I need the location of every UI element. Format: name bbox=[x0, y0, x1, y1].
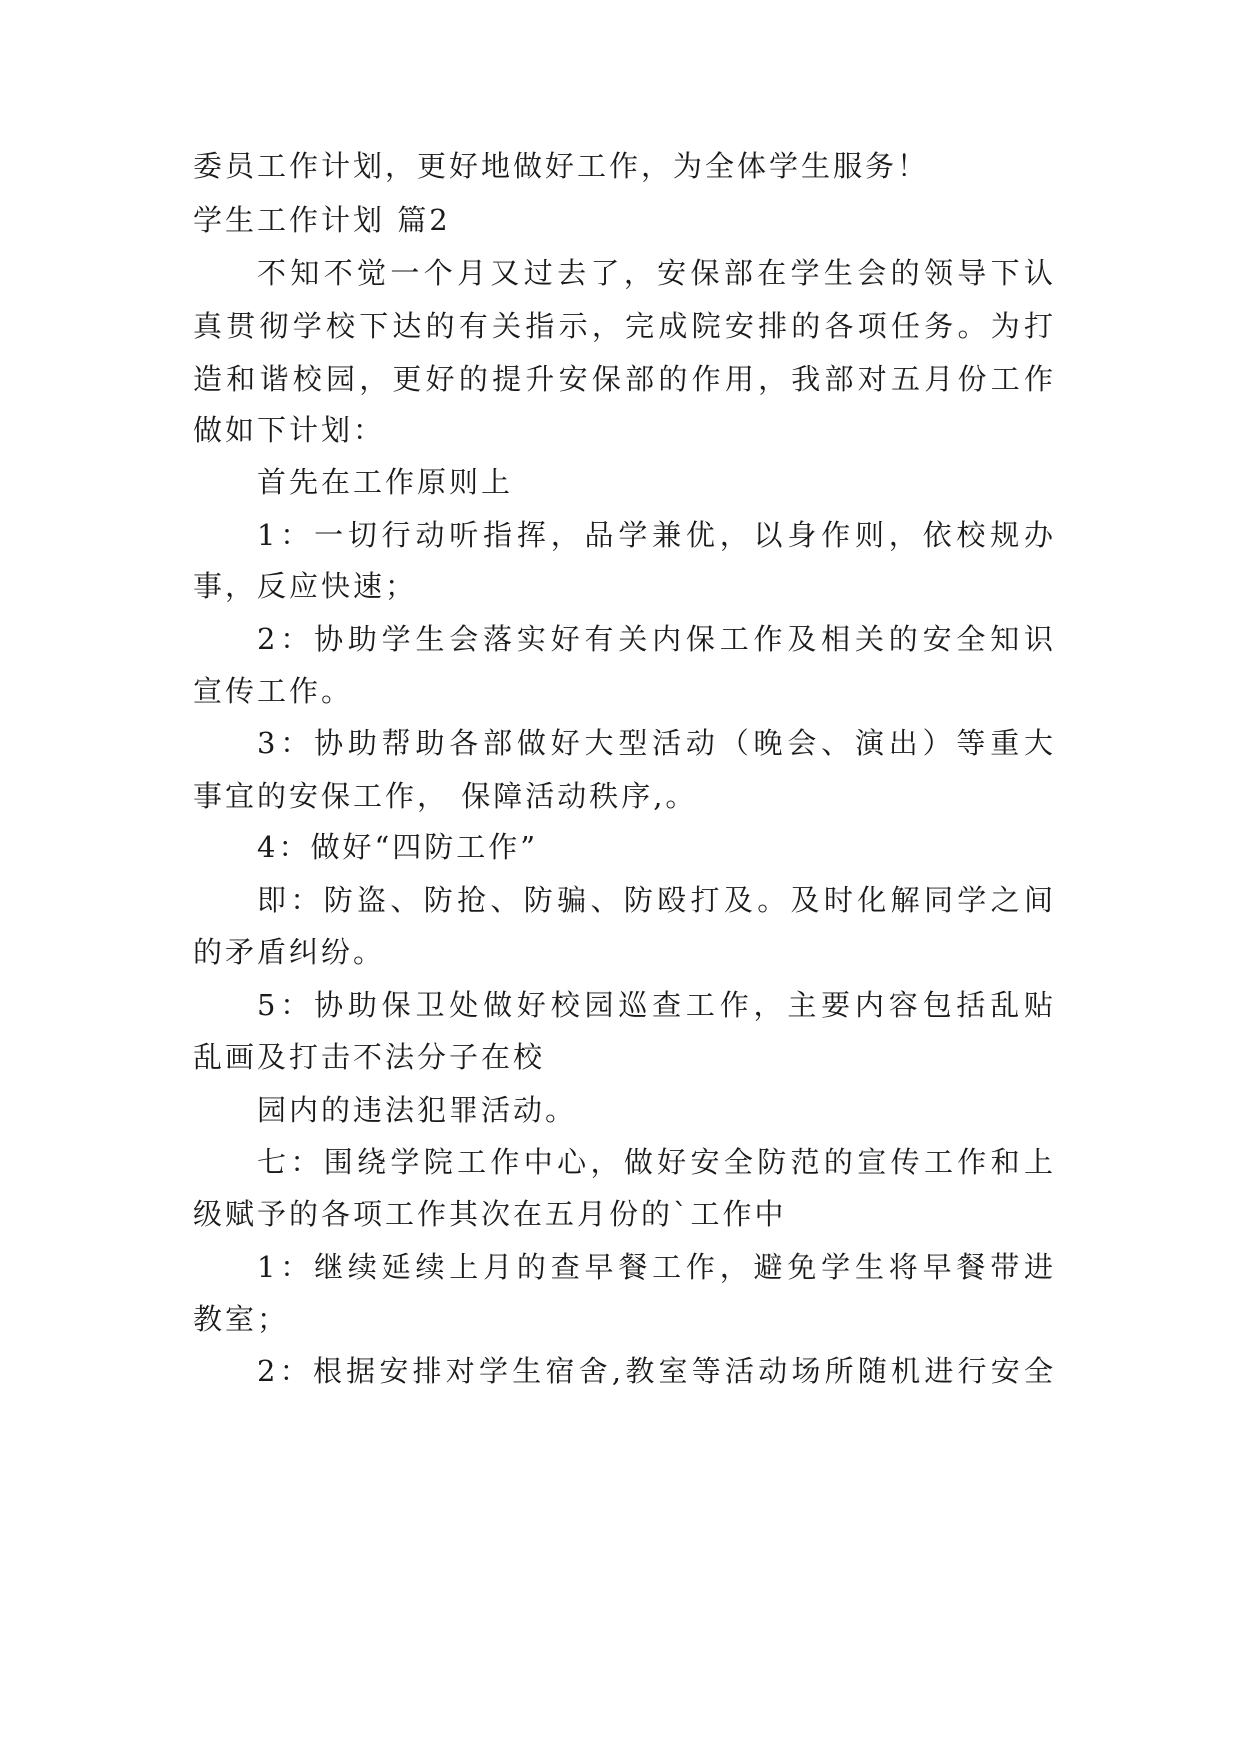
list-item-line: 3：协助帮助各部做好大型活动（晚会、演出）等重大 bbox=[257, 726, 1053, 760]
list-item-line: 事，反应快速； bbox=[193, 569, 418, 603]
list-item-line: 的矛盾纠纷。 bbox=[193, 935, 386, 969]
paragraph-line: 不知不觉一个月又过去了，安保部在学生会的领导下认 bbox=[257, 256, 1053, 290]
list-item-line: 园内的违法犯罪活动。 bbox=[257, 1093, 578, 1127]
list-item-line: 七：围绕学院工作中心，做好安全防范的宣传工作和上 bbox=[257, 1145, 1053, 1179]
list-item-line: 5：协助保卫处做好校园巡查工作，主要内容包括乱贴 bbox=[257, 988, 1053, 1022]
list-item-line: 级赋予的各项工作其次在五月份的`工作中 bbox=[193, 1197, 787, 1231]
list-item-line: 宣传工作。 bbox=[193, 674, 354, 708]
list-item-line: 1：继续延续上月的查早餐工作，避免学生将早餐带进 bbox=[257, 1250, 1053, 1284]
text-line: 委员工作计划，更好地做好工作，为全体学生服务！ bbox=[193, 149, 930, 183]
list-item-line: 2：根据安排对学生宿舍,教室等活动场所随机进行安全 bbox=[257, 1354, 1053, 1388]
paragraph-line: 做如下计划： bbox=[193, 413, 386, 447]
paragraph-line: 首先在工作原则上 bbox=[257, 465, 514, 499]
list-item-line: 乱画及打击不法分子在校 bbox=[193, 1040, 546, 1074]
list-item-line: 即：防盗、防抢、防骗、防殴打及。及时化解同学之间 bbox=[257, 883, 1053, 917]
list-item-line: 2：协助学生会落实好有关内保工作及相关的安全知识 bbox=[257, 622, 1053, 656]
paragraph-line: 真贯彻学校下达的有关指示，完成院安排的各项任务。为打 bbox=[193, 309, 1053, 343]
paragraph-line: 造和谐校园，更好的提升安保部的作用，我部对五月份工作 bbox=[193, 362, 1053, 396]
list-item-line: 教室； bbox=[193, 1302, 290, 1336]
list-item-line: 事宜的安保工作， 保障活动秩序,。 bbox=[193, 779, 698, 813]
list-item-line: 4：做好“四防工作” bbox=[257, 830, 539, 864]
section-heading: 学生工作计划 篇2 bbox=[193, 203, 451, 237]
list-item-line: 1：一切行动听指挥，品学兼优，以身作则，依校规办 bbox=[257, 518, 1053, 552]
